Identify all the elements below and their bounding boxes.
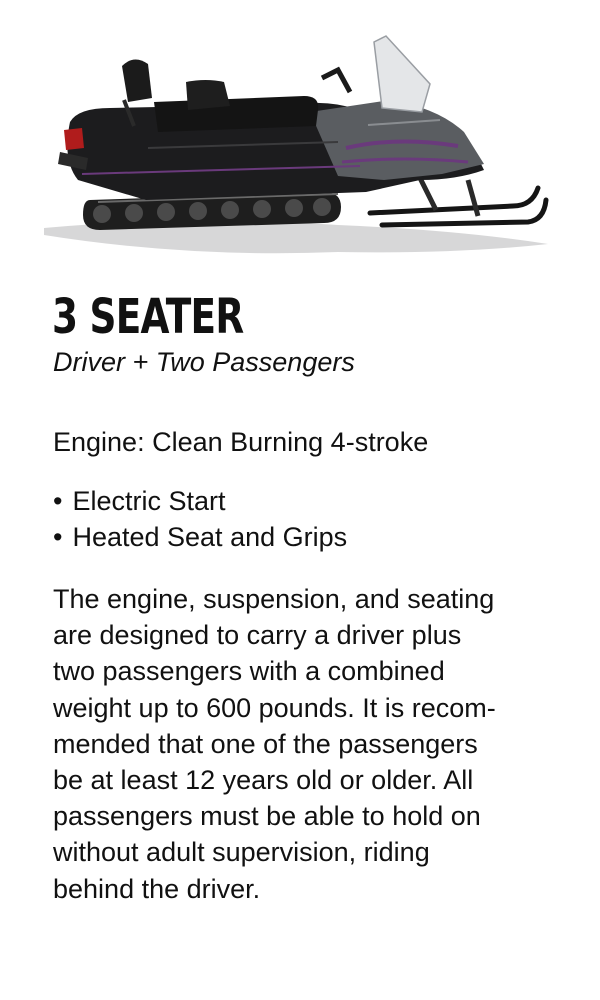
feature-item: • Electric Start: [53, 483, 347, 519]
feature-item: • Heated Seat and Grips: [53, 519, 347, 555]
engine-spec: Engine: Clean Burning 4-stroke: [53, 427, 429, 457]
feature-list: [53, 483, 347, 555]
description-line: mended that one of the passengers: [53, 728, 478, 759]
description-line: The engine, suspension, and seating: [53, 584, 495, 614]
description-line: two passengers with a combined: [53, 656, 445, 687]
product-description: [53, 581, 573, 907]
snowmobile-image: [38, 30, 550, 275]
description-line: weight up to 600 pounds. It is recom-: [53, 692, 496, 723]
product-subtitle: Driver + Two Passengers: [53, 347, 355, 377]
description-line: passengers must be able to hold on: [53, 801, 481, 832]
description-line: are designed to carry a driver plus: [53, 620, 462, 651]
description-line: behind the driver.: [53, 873, 261, 904]
product-title: 3 SEATER: [52, 289, 244, 345]
description-line: without adult supervision, riding: [53, 837, 430, 868]
description-line: be at least 12 years old or older. All: [53, 765, 474, 796]
